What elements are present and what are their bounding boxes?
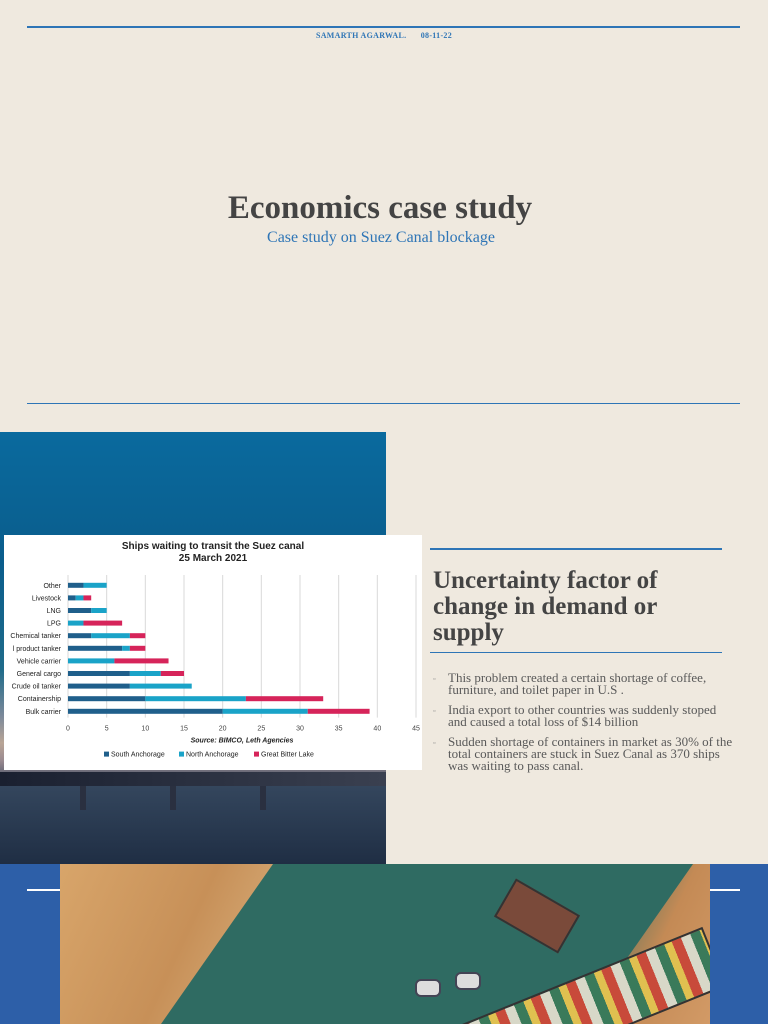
bar-segment — [76, 595, 84, 600]
legend-label: North Anchorage — [186, 751, 239, 759]
bar-segment — [91, 608, 106, 613]
x-tick-label: 20 — [218, 725, 227, 733]
bar-segment — [130, 646, 145, 651]
bridge-deck — [0, 772, 386, 786]
page-title: Economics case study — [227, 190, 533, 226]
bullet-text: This problem created a certain shortage of coffee, furniture, and toilet paper in U.S . — [448, 670, 707, 697]
ships-chart — [4, 535, 422, 770]
x-tick-label: 30 — [296, 725, 304, 733]
bar-segment — [83, 583, 106, 588]
bar-segment — [68, 709, 223, 714]
x-tick-label: 35 — [334, 725, 343, 733]
bottom-rule-right — [710, 889, 740, 891]
slide-date: 08-11-22 — [420, 31, 453, 40]
x-tick-label: 15 — [180, 725, 188, 733]
category-label: Bulk carrier — [25, 708, 61, 716]
chart-plot — [4, 535, 422, 770]
bar-segment — [130, 633, 145, 638]
bar-segment — [246, 696, 323, 701]
tug-boat — [415, 979, 441, 997]
middle-rule — [27, 403, 740, 404]
bar-segment — [122, 646, 130, 651]
category-label: Crude oil tanker — [11, 683, 61, 691]
chart-subtitle: 25 March 2021 — [178, 553, 248, 564]
bullet-text: Sudden shortage of containers in market as 30% of the total containers are stuck in Suez Canal as 370 ships was waiting to pass canal. — [448, 734, 733, 773]
bar-segment — [130, 671, 161, 676]
bullet-marker-icon: ▫ — [433, 707, 436, 715]
bar-segment — [68, 696, 145, 701]
x-tick-label: 5 — [104, 725, 109, 733]
bar-segment — [68, 684, 130, 689]
header-meta — [0, 31, 768, 40]
category-label: LNG — [46, 608, 61, 615]
bar-segment — [83, 621, 122, 626]
bar-segment — [68, 633, 91, 638]
bullet-item — [433, 672, 733, 696]
bullet-marker-icon: ▫ — [433, 739, 436, 747]
bar-segment — [68, 583, 83, 588]
bar-segment — [83, 595, 91, 600]
category-label: General cargo — [16, 671, 61, 678]
page-subtitle: Case study on Suez Canal blockage — [267, 229, 495, 246]
legend-label: Great Bitter Lake — [261, 751, 314, 759]
category-label: Containership — [17, 696, 61, 704]
bar-segment — [114, 658, 168, 663]
section-rule-top — [430, 548, 722, 550]
x-tick-label: 25 — [257, 725, 266, 733]
author-name: SAMARTH AGARWAL. — [315, 31, 407, 40]
category-label: LPG — [46, 620, 61, 628]
x-tick-label: 10 — [141, 725, 150, 733]
bullet-item — [433, 704, 733, 728]
bar-segment — [161, 671, 184, 676]
x-tick-label: 45 — [412, 725, 420, 733]
legend-swatch — [254, 752, 259, 757]
bullet-item — [433, 736, 733, 772]
bar-segment — [68, 671, 130, 676]
section-title: Uncertainty factor of change in demand or supply — [433, 567, 658, 646]
bar-segment — [68, 608, 91, 613]
bullet-text: India export to other countries was suddenly stoped and caused a total loss of $14 billion — [448, 702, 717, 729]
bar-segment — [308, 709, 370, 714]
x-tick-label: 0 — [66, 725, 70, 733]
bullet-list — [433, 672, 733, 780]
legend-label: South Anchorage — [111, 751, 165, 759]
category-label: Livestock — [31, 595, 61, 603]
bridge-pillar — [80, 786, 86, 810]
category-label: Chemical tanker — [10, 633, 61, 641]
bullet-marker-icon: ▫ — [433, 675, 436, 683]
bar-segment — [145, 696, 246, 701]
bridge-pillar — [170, 786, 176, 810]
bar-segment — [68, 595, 76, 600]
bar-segment — [223, 709, 308, 714]
bottom-rule-left — [27, 889, 60, 891]
category-label: l product tanker — [12, 645, 61, 653]
chart-source: Source: BIMCO, Leth Agencies — [190, 737, 294, 745]
bar-segment — [68, 658, 114, 663]
chart-title: Ships waiting to transit the Suez canal — [121, 541, 305, 552]
legend-swatch — [179, 752, 184, 757]
x-tick-label: 40 — [373, 725, 382, 733]
canal-ship-photo — [60, 864, 710, 1024]
bridge-pillar — [260, 786, 266, 810]
category-label: Other — [43, 582, 61, 590]
top-rule — [27, 26, 740, 28]
bar-segment — [130, 684, 192, 689]
bar-segment — [91, 633, 130, 638]
section-rule-bottom — [430, 652, 722, 653]
category-label: Vehicle carrier — [16, 658, 61, 666]
bar-segment — [68, 621, 83, 626]
legend-swatch — [104, 752, 109, 757]
bar-segment — [68, 646, 122, 651]
tug-boat — [455, 972, 481, 990]
